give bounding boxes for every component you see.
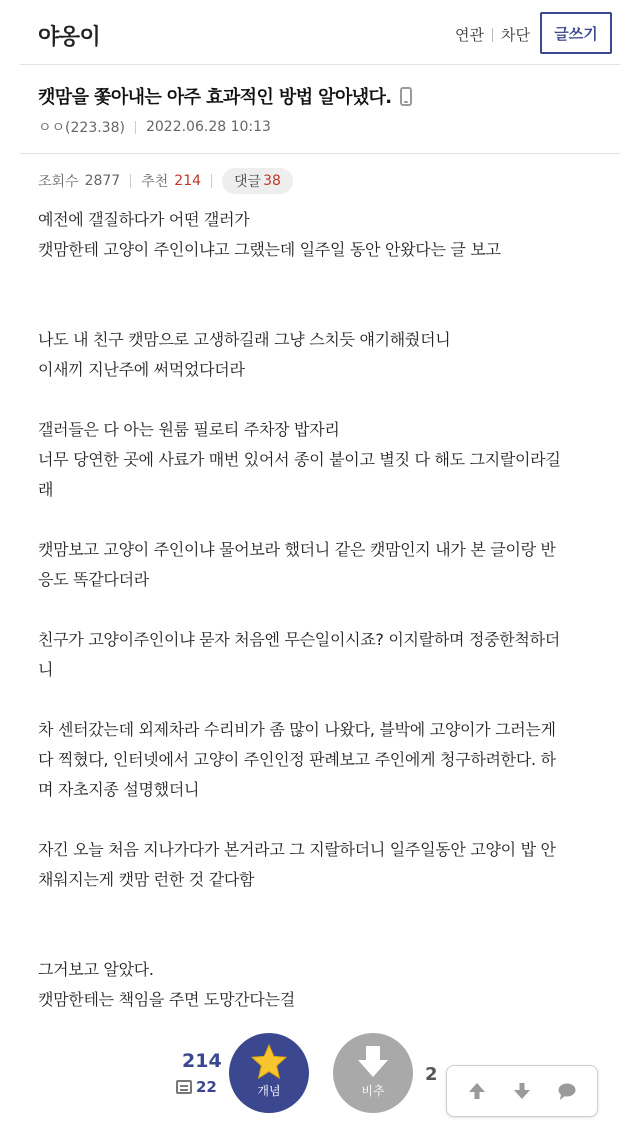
comment-count-button[interactable] [222, 168, 293, 194]
recommend-label: 추천 [141, 174, 169, 190]
divider [211, 174, 212, 188]
divider [130, 174, 131, 188]
post-body [38, 205, 608, 1015]
comment-count: 38 [263, 173, 281, 189]
post-date: 2022.06.28 10:13 [145, 119, 271, 135]
views-count: 2877 [84, 173, 121, 189]
divider [492, 28, 493, 42]
body-line: 그거보고 알았다. [38, 960, 154, 979]
write-button[interactable]: 글쓰기 [540, 12, 612, 54]
down-count: 2 [425, 1064, 438, 1085]
body-line: 캣맘한테는 책임을 주면 도망간다는걸 [38, 990, 295, 1009]
body-line: 나도 내 친구 캣맘으로 고생하길래 그냥 스치듯 얘기해줬더니 [38, 330, 451, 349]
star-icon [250, 1044, 288, 1080]
body-line [38, 505, 608, 535]
body-line [38, 295, 608, 325]
comment-bubble-icon [557, 1081, 577, 1101]
down-arrow-icon [356, 1044, 390, 1080]
post-title-row [38, 83, 412, 109]
body-line: 응도 똑같다더라 [38, 570, 149, 589]
body-line: 며 자초지종 설명했더니 [38, 780, 200, 799]
post-stats [38, 168, 293, 194]
body-line [38, 805, 608, 835]
body-line [38, 265, 608, 295]
not-recommend-label: 비추 [361, 1083, 385, 1098]
body-line: 자긴 오늘 처음 지나가다가 본거라고 그 지랄하더니 일주일동안 고양이 밥 안 [38, 840, 556, 859]
prev-post-button[interactable] [462, 1076, 492, 1106]
header-links [455, 24, 530, 45]
body-line [38, 925, 608, 955]
body-line: 캣맘보고 고양이 주인이냐 물어보라 했더니 같은 캣맘인지 내가 본 글이랑 반 [38, 540, 556, 559]
up-count: 214 [182, 1050, 222, 1072]
post-meta [38, 117, 271, 137]
fixed-recommend-icon [176, 1080, 192, 1094]
body-line: 예전에 갤질하다가 어떤 갤러가 [38, 210, 250, 229]
views-label: 조회수 [38, 174, 79, 190]
post-header [20, 64, 620, 154]
mobile-phone-icon [400, 87, 412, 106]
body-line: 차 센터갔는데 외제차라 수리비가 좀 많이 나왔다, 블박에 고양이가 그러는게 [38, 720, 556, 739]
body-line [38, 595, 608, 625]
body-line [38, 385, 608, 415]
related-link[interactable]: 연관 [455, 26, 485, 44]
recommend-label: 개념 [257, 1083, 281, 1098]
next-post-button[interactable] [507, 1076, 537, 1106]
gallery-title[interactable]: 야옹이 [38, 25, 101, 50]
body-line [38, 895, 608, 925]
recommend-count: 214 [174, 173, 202, 189]
comment-label: 댓글 [234, 174, 262, 190]
recommend-button[interactable] [229, 1033, 309, 1113]
body-line: 친구가 고양이주인이냐 묻자 처음엔 무슨일이시죠? 이지랄하며 정중한척하더 [38, 630, 560, 649]
arrow-down-icon [512, 1081, 532, 1101]
body-line: 갤러들은 다 아는 원룸 필로티 주차장 밥자리 [38, 420, 340, 439]
body-line: 다 찍혔다, 인터넷에서 고양이 주인인정 판례보고 주인에게 청구하려한다. 하 [38, 750, 556, 769]
post-author[interactable]: ㅇㅇ(223.38) [38, 120, 125, 136]
post-nav-box [446, 1065, 598, 1117]
body-line: 너무 당연한 곳에 사료가 매번 있어서 종이 붙이고 별짓 다 해도 그지랄이라길 [38, 450, 561, 469]
fix-count: 22 [196, 1078, 217, 1096]
body-line: 래 [38, 480, 54, 499]
body-line: 채워지는게 캣맘 런한 것 같다함 [38, 870, 255, 889]
comment-jump-button[interactable] [552, 1076, 582, 1106]
arrow-up-icon [467, 1081, 487, 1101]
block-link[interactable]: 차단 [501, 26, 530, 44]
recommend-bar [0, 1030, 640, 1140]
body-line: 캣맘한테 고양이 주인이냐고 그랬는데 일주일 동안 안왔다는 글 보고 [38, 240, 501, 259]
body-line: 니 [38, 660, 54, 679]
gallery-header [0, 0, 640, 64]
divider [135, 121, 136, 134]
post-title: 캣맘을 쫓아내는 아주 효과적인 방법 알아냈다. [38, 87, 392, 108]
body-line: 이새끼 지난주에 써먹었다더라 [38, 360, 245, 379]
body-line [38, 685, 608, 715]
not-recommend-button[interactable] [333, 1033, 413, 1113]
fix-count-row [176, 1078, 217, 1096]
